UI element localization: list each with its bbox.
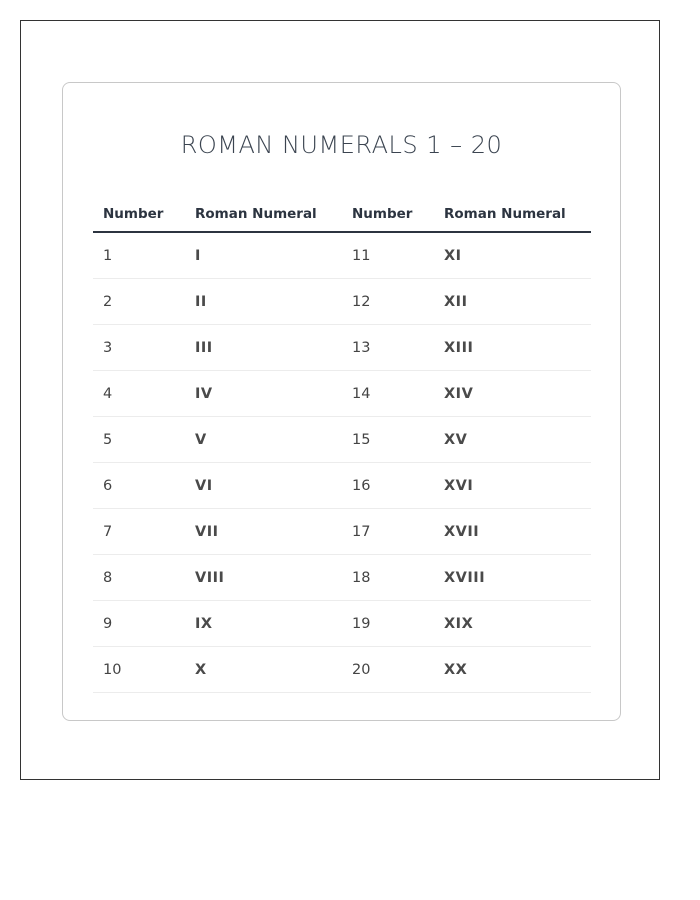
roman-numeral-cell: I (185, 232, 342, 279)
roman-numeral-cell: V (185, 417, 342, 463)
table-row (93, 279, 591, 325)
roman-numeral-cell: IV (185, 371, 342, 417)
roman-numeral-cell: XIII (434, 325, 591, 371)
table-row (93, 555, 591, 601)
number-cell: 5 (93, 417, 185, 463)
number-cell: 2 (93, 279, 185, 325)
number-cell: 12 (342, 279, 434, 325)
number-cell: 1 (93, 232, 185, 279)
table-row (93, 647, 591, 693)
table-row (93, 232, 591, 279)
number-cell: 11 (342, 232, 434, 279)
roman-numeral-cell: X (185, 647, 342, 693)
number-cell: 17 (342, 509, 434, 555)
table-header-row (93, 197, 591, 232)
roman-numeral-cell: XVIII (434, 555, 591, 601)
roman-numeral-cell: IX (185, 601, 342, 647)
page-title: ROMAN NUMERALS 1 – 20 (180, 131, 503, 159)
number-cell: 3 (93, 325, 185, 371)
table-row (93, 325, 591, 371)
table-row (93, 463, 591, 509)
numerals-card (62, 82, 621, 721)
roman-numeral-cell: VI (185, 463, 342, 509)
number-cell: 8 (93, 555, 185, 601)
roman-numeral-cell: VII (185, 509, 342, 555)
header-number-1: Number (93, 197, 185, 232)
roman-numeral-cell: VIII (185, 555, 342, 601)
roman-numeral-cell: II (185, 279, 342, 325)
header-roman-2: Roman Numeral (434, 197, 591, 232)
table-row (93, 371, 591, 417)
header-number-2: Number (342, 197, 434, 232)
roman-numeral-cell: III (185, 325, 342, 371)
roman-numeral-cell: XV (434, 417, 591, 463)
number-cell: 16 (342, 463, 434, 509)
number-cell: 4 (93, 371, 185, 417)
roman-numeral-cell: XX (434, 647, 591, 693)
number-cell: 19 (342, 601, 434, 647)
header-roman-1: Roman Numeral (185, 197, 342, 232)
number-cell: 9 (93, 601, 185, 647)
number-cell: 7 (93, 509, 185, 555)
roman-numeral-cell: XII (434, 279, 591, 325)
roman-numeral-cell: XIX (434, 601, 591, 647)
number-cell: 18 (342, 555, 434, 601)
roman-numeral-cell: XIV (434, 371, 591, 417)
number-cell: 15 (342, 417, 434, 463)
number-cell: 14 (342, 371, 434, 417)
page-frame (20, 20, 660, 780)
number-cell: 13 (342, 325, 434, 371)
number-cell: 10 (93, 647, 185, 693)
roman-numeral-cell: XVI (434, 463, 591, 509)
roman-numerals-table (93, 197, 591, 693)
number-cell: 6 (93, 463, 185, 509)
roman-numeral-cell: XVII (434, 509, 591, 555)
table-row (93, 509, 591, 555)
table-row (93, 601, 591, 647)
table-row (93, 417, 591, 463)
roman-numeral-cell: XI (434, 232, 591, 279)
number-cell: 20 (342, 647, 434, 693)
